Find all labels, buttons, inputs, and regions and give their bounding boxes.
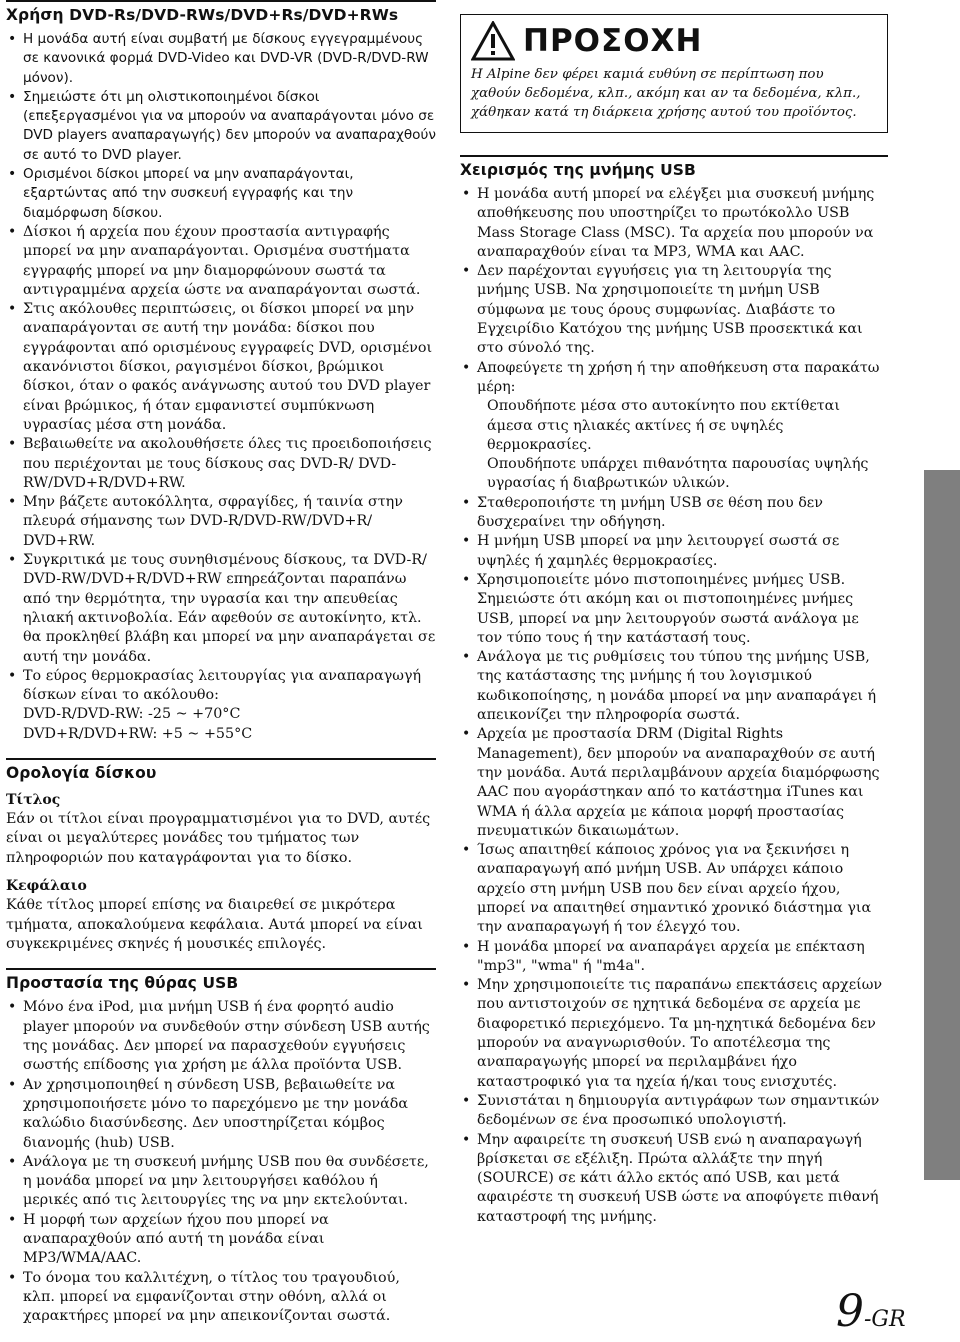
caution-text: Η Alpine δεν φέρει καμιά ευθύνη σε περίπτωση που χαθούν δεδομένα, κλπ., ακόμη και αν τα δεδομένα, κλπ., χάθηκαν κατά τη διάρκεια χρήσης αυτού του προϊόντος.	[471, 67, 861, 120]
list-item: • Δεν παρέχονται εγγυήσεις για τη λειτουργία της μνήμης USB. Να χρησιμοποιείτε τη μνήμη USB σύμφωνα με τους όρους συμφωνίας. Διαβάστε το Εγχειρίδιο Κατόχου της μνήμης USB προσεκτικά και στο σύνολό της.	[460, 262, 888, 358]
avoid-place-humidity: Οπουδήποτε υπάρχει πιθανότητα παρουσίας υψηλής υγρασίας ή διαβρωτικών υλικών.	[487, 456, 869, 492]
list-item: • Μόνο ένα iPod, μια μνήμη USB ή ένα φορητό audio player μπορούν να συνδεθούν στην σύνδεση USB αυτής της μονάδας. Δεν μπορεί να παρασχεθούν εγγυήσεις σωστής επίδοσης για χρήση με άλλα προϊόντα USB.	[6, 998, 436, 1075]
avoid-places-intro: Αποφεύγετε τη χρήση ή την αποθήκευση στα παρακάτω μέρη:	[477, 359, 880, 395]
list-item: • Η μονάδα μπορεί να αναπαράγει αρχεία με επέκταση "mp3", "wma" ή "m4a".	[460, 938, 888, 977]
list-item: • Αρχεία με προστασία DRM (Digital Rights Management), δεν μπορούν να αναπαραχθούν σε αυτή την μονάδα. Αυτά περιλαμβάνουν αρχεία διαμόρφωσης AAC που αγοράστηκαν από το κατάστημα iTunes και WMA ή άλλα αρχεία με κάποια μορφή προστασίας πνευματικών δικαιωμάτων.	[460, 725, 888, 841]
caution-heading	[471, 21, 877, 61]
page-number-suffix: -GR	[864, 1307, 906, 1332]
side-tab	[924, 470, 960, 1180]
list-item: • Ορισμένοι δίσκοι μπορεί να μην αναπαράγονται, εξαρτώντας από την συσκευή εγγραφής και την διαμόρφωση δίσκου.	[6, 165, 436, 223]
list-item: • Το όνομα του καλλιτέχνη, ο τίτλος του τραγουδιού, κλπ. μπορεί να εμφανίζονται στην οθόνη, αλλά οι χαρακτήρες μπορεί να μην απεικονίζονται σωστά.	[6, 1269, 436, 1327]
list-item: • Σημειώστε ότι μη ολιστικοποιημένοι δίσκοι (επεξεργασμένοι για να μπορούν να αναπαράγονται μόνο σε DVD players αναπαραγωγής) δεν μπορούν να αναπαραχθούν σε αυτό το DVD player.	[6, 88, 436, 165]
section-title-usb-handling: Χειρισμός της μνήμης USB	[460, 155, 888, 179]
list-item: • Η μονάδα αυτή μπορεί να ελέγξει μια συσκευή μνήμης αποθήκευσης που υποστηρίζει το πρωτόκολλο USB Mass Storage Class (MSC). Τα αρχεία που μπορούν να αναπαραχθούν είναι τα MP3, WMA και AAC.	[460, 185, 888, 262]
list-item: • Η μνήμη USB μπορεί να μην λειτουργεί σωστά σε υψηλές ή χαμηλές θερμοκρασίες.	[460, 532, 888, 571]
list-item: • Ανάλογα με τη συσκευή μνήμης USB που θα συνδέσετε, η μονάδα μπορεί να μην λειτουργήσει καθόλου ή μερικές από τις λειτουργίες της να μην εκτελούνται.	[6, 1153, 436, 1211]
list-item: • Μην χρησιμοποιείτε τις παραπάνω επεκτάσεις αρχείων που αντιστοιχούν σε ηχητικά δεδομένα σε αρχεία με διαφορετικό περιεχόμενο. Τα μη-ηχητικά δεδομένα δεν μπορούν να αναγνωρισθούν. Το αποτέλεσμα της αναπαραγωγής μπορεί να περιλαμβάνει ήχο καταστροφικό για τα ηχεία ή/και τους ενισχυτές.	[460, 976, 888, 1092]
list-item: • Στις ακόλουθες περιπτώσεις, οι δίσκοι μπορεί να μην αναπαράγονται σε αυτή την μονάδα: δίσκοι που εγγράφονται από ορισμένους εγγραφείς DVD, ορισμένοι ακανόνιστοι δίσκοι, ραγισμένοι δίσκοι, βρώμικοι δίσκοι, όταν ο φακός ανάγνωσης αυτού του DVD player είναι βρώμικος, ή όταν εμφανιστεί συμπύκνωση υγρασίας μέσα στη μονάδα.	[6, 300, 436, 435]
section-title-usb-protection: Προστασία της θύρας USB	[6, 968, 436, 992]
list-item: • Η μορφή των αρχείων ήχου που μπορεί να αναπαραχθούν από αυτή τη μονάδα είναι MP3/WMA/AAC.	[6, 1211, 436, 1269]
right-column	[460, 0, 888, 1227]
list-item: • Αν χρησιμοποιηθεί η σύνδεση USB, βεβαιωθείτε να χρησιμοποιήσετε μόνο το παρεχόμενο με την μονάδα καλώδιο διασύνδεσης. Δεν υποστηρίζεται κόμβος διανομής (hub) USB.	[6, 1076, 436, 1153]
temperature-dvd-plus-r: DVD+R/DVD+RW: +5 ~ +55°C	[23, 725, 253, 742]
dvd-usage-list-cont	[6, 223, 436, 744]
list-item	[6, 667, 436, 744]
list-item: • Μην αφαιρείτε τη συσκευή USB ενώ η αναπαραγωγή βρίσκεται σε εξέλιξη. Πρώτα αλλάξτε την πηγή (SOURCE) σε κάτι άλλο εκτός από USB, και μετά αφαιρέστε τη συσκευή USB ώστε να αποφύγετε πιθανή καταστροφή της μνήμης.	[460, 1131, 888, 1227]
section-title-disc-terms: Ορολογία δίσκου	[6, 758, 436, 782]
list-item: • Η μονάδα αυτή είναι συμβατή με δίσκους εγγεγραμμένους σε κανονικά φορμά DVD-Video και DVD-VR (DVD-R/DVD-RW μόνον).	[6, 30, 436, 88]
caution-box	[460, 14, 888, 133]
list-item	[460, 359, 888, 494]
list-item: • Δίσκοι ή αρχεία που έχουν προστασία αντιγραφής μπορεί να μην αναπαράγονται. Ορισμένα συστήματα εγγραφής μπορεί να μην διαμορφώνουν σωστά τα αντιγραμμένα αρχεία ώστε να αναπαράγονται σωστά.	[6, 223, 436, 300]
list-item: • Ίσως απαιτηθεί κάποιος χρόνος για να ξεκινήσει η αναπαραγωγή από μνήμη USB. Αν υπάρχει κάποιο αρχείο στη μνήμη USB που δεν είναι αρχείο ήχου, μπορεί να απαιτηθεί σημαντικό χρονικό διάστημα για την αναπαραγωγή ή τον έλεγχό του.	[460, 841, 888, 937]
avoid-place-sun: Οπουδήποτε μέσα στο αυτοκίνητο που εκτίθεται άμεσα στις ηλιακές ακτίνες ή σε υψηλές θερμοκρασίες.	[487, 398, 840, 453]
usb-protection-list	[6, 998, 436, 1326]
page-number-value: 9	[836, 1286, 864, 1337]
list-item: • Ανάλογα με τις ρυθμίσεις του τύπου της μνήμης USB, της κατάστασης της μνήμης ή του λογισμικού κωδικοποίησης, η μονάδα μπορεί να μην αναπαράγει ή απεικονίζει την πληροφορία σωστά.	[460, 648, 888, 725]
temperature-dvd-r: DVD-R/DVD-RW: -25 ~ +70°C	[23, 706, 241, 723]
term-chapter-heading: Κεφάλαιο	[6, 878, 87, 895]
caution-title: ΠΡΟΣΟΧΗ	[523, 23, 703, 59]
temperature-intro: Το εύρος θερμοκρασίας λειτουργίας για αναπαραγωγή δίσκων είναι το ακόλουθο:	[23, 667, 422, 704]
left-column	[6, 0, 436, 1326]
list-item: • Μην βάζετε αυτοκόλλητα, σφραγίδες, ή ταινία στην πλευρά σήμανσης των DVD-R/DVD-RW/DVD+R/ DVD+RW.	[6, 493, 436, 551]
list-item: • Συγκριτικά με τους συνηθισμένους δίσκους, τα DVD-R/ DVD-RW/DVD+R/DVD+RW επηρεάζονται παραπάνω από την θερμότητα, την υγρασία και την απευθείας ηλιακή ακτινοβολία. Εάν αφεθούν σε αυτοκίνητο, κτλ. θα προκληθεί βλάβη και μπορεί να μην αναπαράγεται σε αυτή την μονάδα.	[6, 551, 436, 667]
page-number	[836, 1286, 906, 1342]
term-chapter-text: Κάθε τίτλος μπορεί επίσης να διαιρεθεί σε μικρότερα τμήματα, αποκαλούμενα κεφάλαια. Αυτά μπορεί να είναι συγκεκριμένες σκηνές ή μουσικές επιλογές.	[6, 897, 423, 953]
list-item: • Βεβαιωθείτε να ακολουθήσετε όλες τις προειδοποιήσεις που περιέχονται με τους δίσκους σας DVD-R/ DVD-RW/DVD+R/DVD+RW.	[6, 435, 436, 493]
term-title-text: Εάν οι τίτλοι είναι προγραμματισμένοι για το DVD, αυτές είναι οι μεγαλύτερες μονάδες του τμήματος των πληροφοριών που καταγράφονται για το δίσκο.	[6, 810, 431, 866]
list-item: • Σταθεροποιήστε τη μνήμη USB σε θέση που δεν δυσχεραίνει την οδήγηση.	[460, 494, 888, 533]
dvd-usage-list	[6, 30, 436, 223]
list-item: • Χρησιμοποιείτε μόνο πιστοποιημένες μνήμες USB. Σημειώστε ότι ακόμη και οι πιστοποιημένες μνήμες USB, μπορεί να μην λειτουργούν σωστά ανάλογα με τον τύπο τους ή την κατάστασή τους.	[460, 571, 888, 648]
term-title-heading: Τίτλος	[6, 791, 61, 808]
list-item: • Συνιστάται η δημιουργία αντιγράφων των σημαντικών δεδομένων σε ένα προσωπικό υπολογιστή.	[460, 1092, 888, 1131]
usb-handling-list	[460, 185, 888, 1227]
warning-triangle-icon	[471, 21, 515, 61]
section-title-dvd-usage: Χρήση DVD-Rs/DVD-RWs/DVD+Rs/DVD+RWs	[6, 0, 436, 24]
